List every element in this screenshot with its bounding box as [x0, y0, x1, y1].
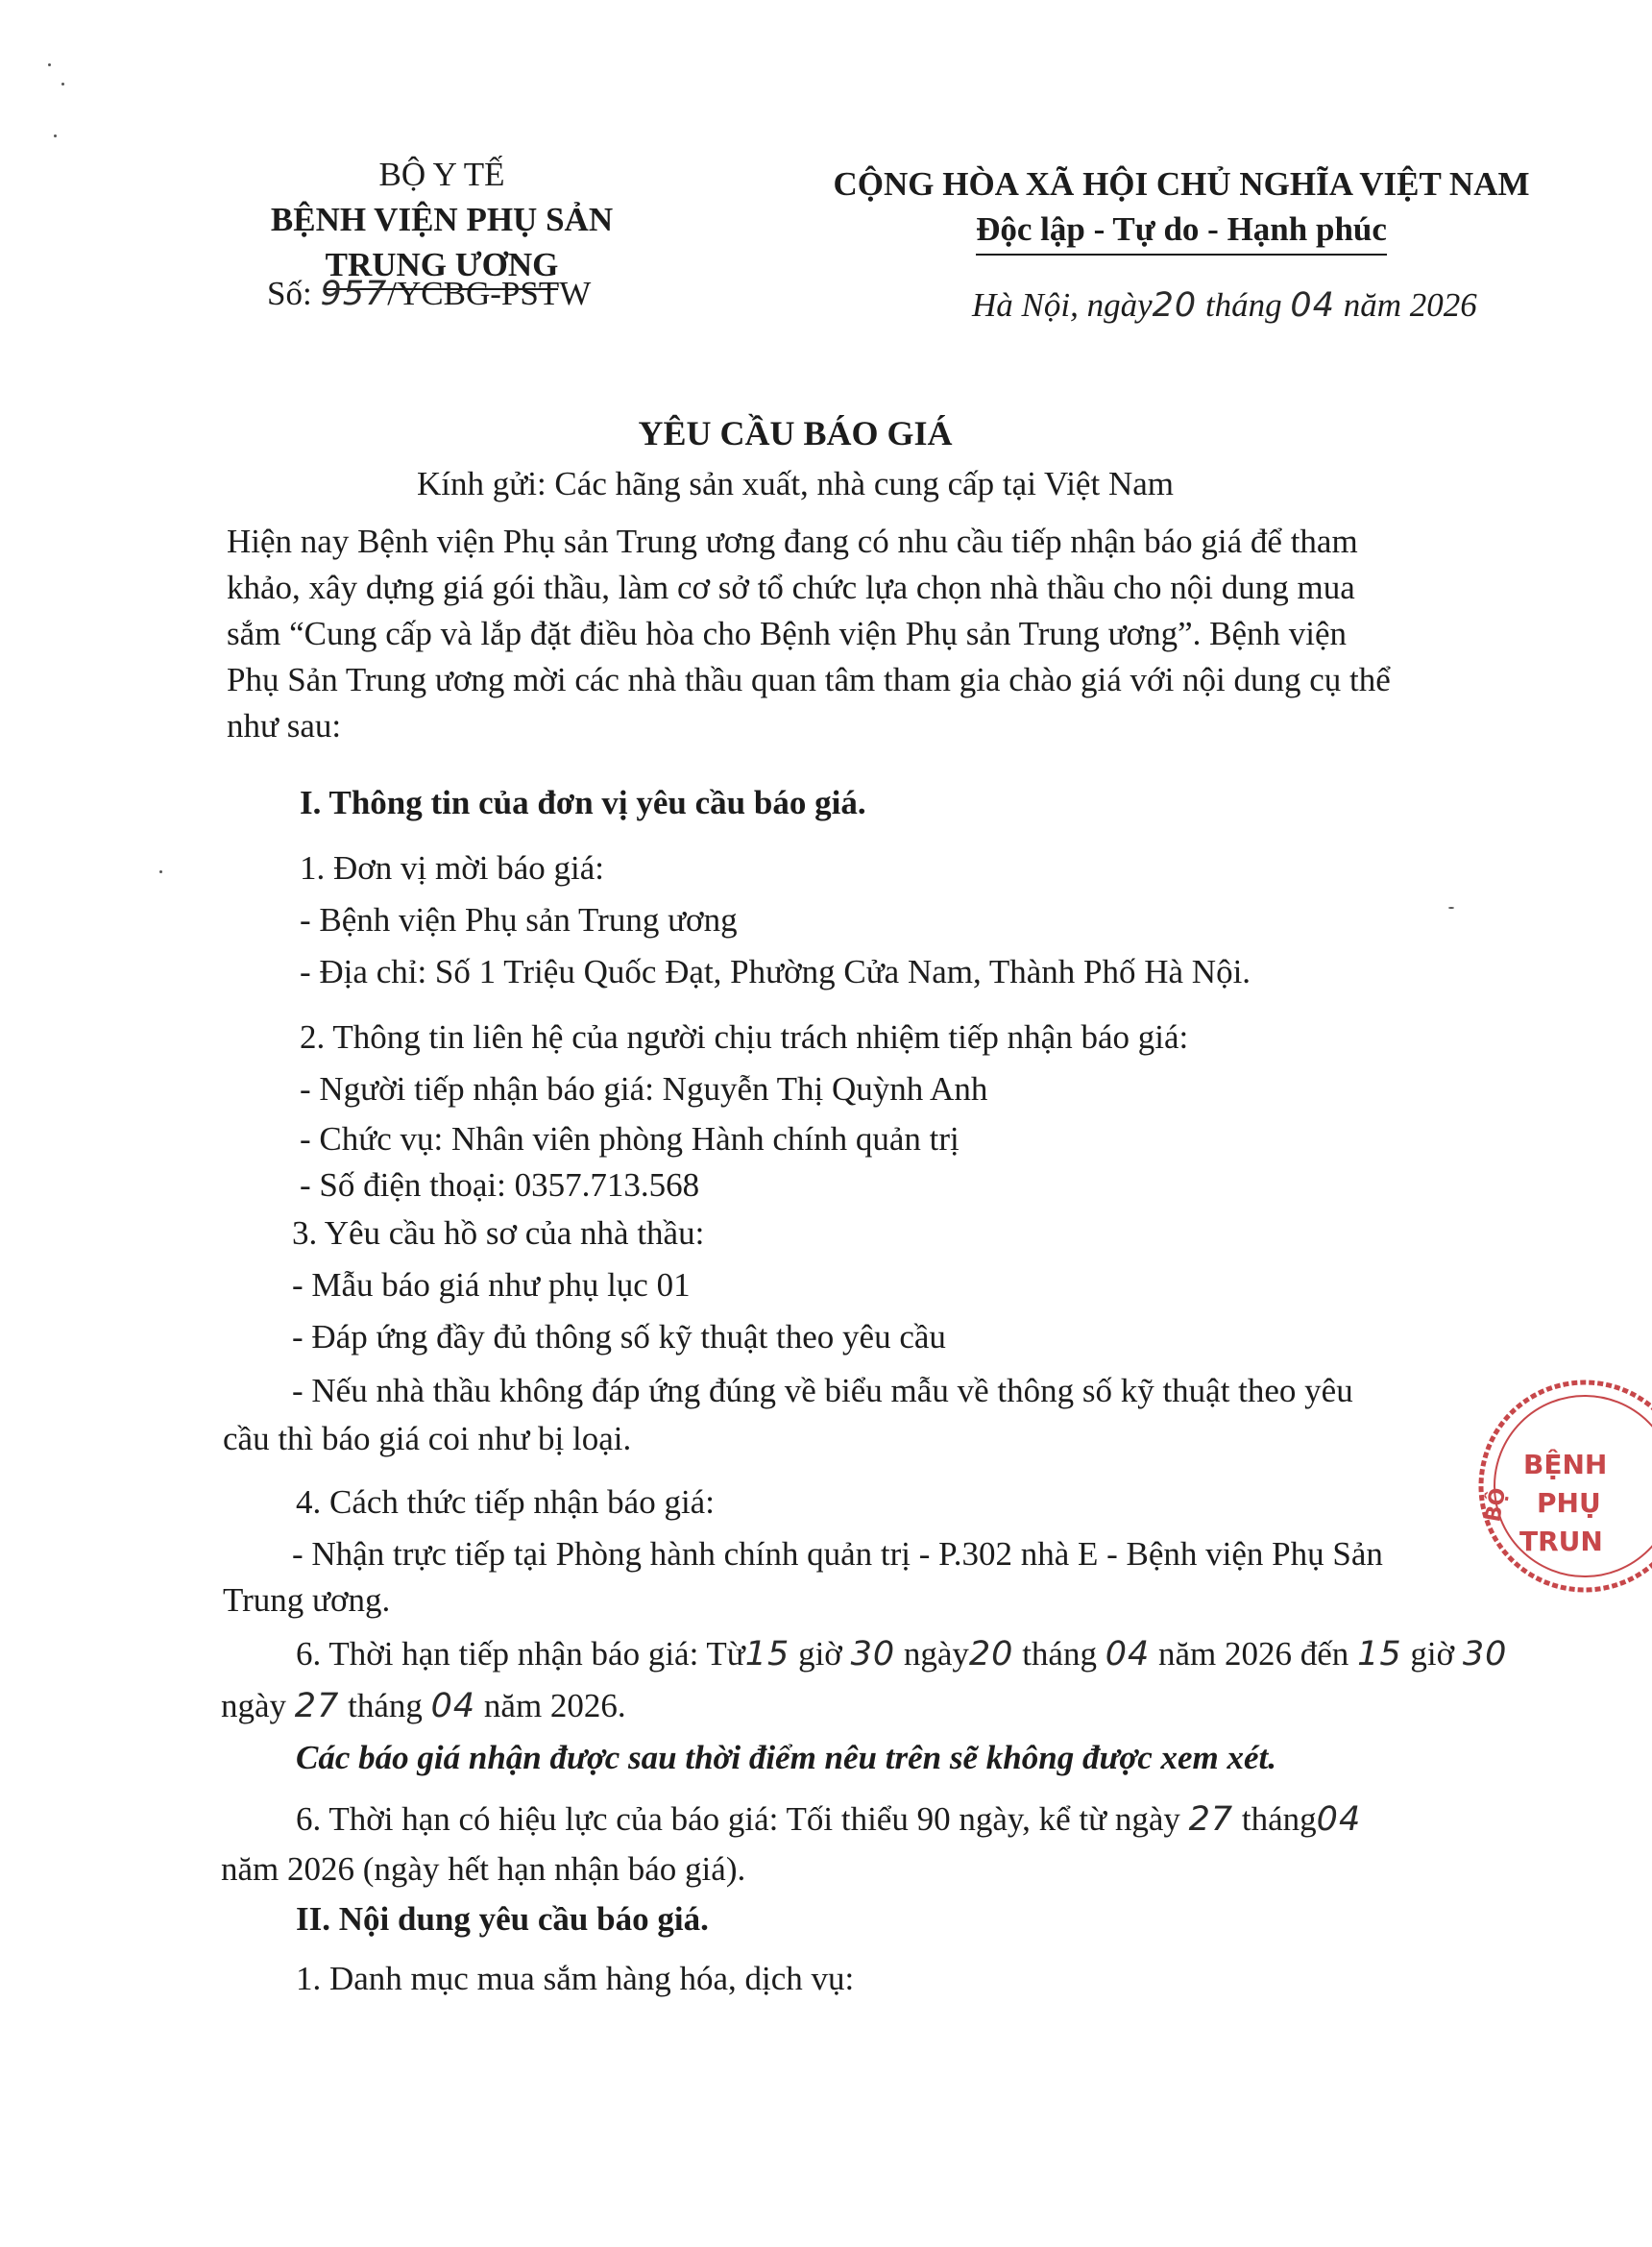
item-3-title: 3. Yêu cầu hồ sơ của nhà thầu:: [292, 1214, 705, 1252]
national-header: [826, 161, 1537, 256]
item-3-line: cầu thì báo giá coi như bị loại.: [223, 1420, 632, 1457]
validity-line1: [296, 1800, 1361, 1839]
issuer-block: [221, 152, 663, 290]
seal-text: PHỤ: [1537, 1487, 1601, 1519]
item-4-line: Trung ương.: [223, 1581, 391, 1619]
intro-line: như sau:: [227, 707, 342, 745]
scan-speck: [54, 134, 57, 137]
validity-line2: năm 2026 (ngày hết hạn nhận báo giá).: [221, 1850, 746, 1888]
document-number-suffix: /YCBG-PSTW: [387, 275, 592, 312]
late-quote-note: Các báo giá nhận được sau thời điểm nêu trên sẽ không được xem xét.: [296, 1739, 1276, 1776]
document-title: YÊU CẦU BÁO GIÁ: [638, 414, 953, 452]
handwritten-day: 27: [294, 1687, 340, 1725]
item-4-title: 4. Cách thức tiếp nhận báo giá:: [296, 1483, 715, 1521]
text-part: tháng: [339, 1687, 431, 1724]
document-date: [972, 286, 1477, 325]
text-part: giờ: [1401, 1635, 1463, 1673]
seal-text: TRUN: [1519, 1526, 1603, 1557]
date-month-handwritten: 04: [1290, 286, 1335, 325]
handwritten-month: 04: [1316, 1800, 1362, 1839]
receipt-deadline-line2: [221, 1687, 626, 1725]
item-3-line: - Nếu nhà thầu không đáp ứng đúng về biểu mẫu về thông số kỹ thuật theo yêu: [292, 1372, 1353, 1409]
hospital-name-line2: TRUNG ƯƠNG: [326, 242, 559, 290]
item-2-line: - Người tiếp nhận báo giá: Nguyễn Thị Quỳnh Anh: [300, 1070, 988, 1108]
intro-line: sắm “Cung cấp và lắp đặt điều hòa cho Bệnh viện Phụ sản Trung ương”. Bệnh viện: [227, 615, 1348, 652]
handwritten-minute: 30: [1462, 1635, 1508, 1673]
date-year: năm 2026: [1334, 286, 1477, 324]
text-part: giờ: [790, 1635, 851, 1673]
seal-text: BỘ: [1481, 1485, 1512, 1525]
section-2-heading: II. Nội dung yêu cầu báo giá.: [296, 1900, 709, 1938]
item-1-line: - Bệnh viện Phụ sản Trung ương: [300, 901, 738, 939]
text-part: ngày: [895, 1635, 969, 1673]
handwritten-hour: 15: [744, 1635, 790, 1673]
text-part: tháng: [1013, 1635, 1105, 1673]
document-number-handwritten: 957: [320, 275, 388, 313]
item-2-line: - Số điện thoại: 0357.713.568: [300, 1166, 700, 1204]
text-part: ngày: [221, 1687, 295, 1724]
date-day-handwritten: 20: [1152, 286, 1198, 325]
handwritten-hour: 15: [1357, 1635, 1402, 1673]
section-2-item-1: 1. Danh mục mua sắm hàng hóa, dịch vụ:: [296, 1960, 855, 1997]
text-part: năm 2026 đến: [1150, 1635, 1358, 1673]
date-month-label: tháng: [1197, 286, 1291, 324]
text-part: 6. Thời hạn tiếp nhận báo giá: Từ: [296, 1635, 745, 1673]
item-1-title: 1. Đơn vị mời báo giá:: [300, 849, 604, 887]
text-part: tháng: [1233, 1800, 1317, 1838]
receipt-deadline-line1: [296, 1635, 1507, 1673]
hospital-seal: [1460, 1376, 1652, 1597]
ministry-name: BỘ Y TẾ: [378, 156, 505, 193]
item-2-line: - Chức vụ: Nhân viên phòng Hành chính quản trị: [300, 1120, 960, 1158]
handwritten-month: 04: [430, 1687, 476, 1725]
scan-speck: [48, 63, 51, 66]
recipient-line: Kính gửi: Các hãng sản xuất, nhà cung cấp tại Việt Nam: [417, 465, 1174, 502]
item-1-line: - Địa chỉ: Số 1 Triệu Quốc Đạt, Phường Cửa Nam, Thành Phố Hà Nội.: [300, 953, 1251, 990]
scan-speck: [1448, 907, 1454, 909]
intro-line: khảo, xây dựng giá gói thầu, làm cơ sở tổ chức lựa chọn nhà thầu cho nội dung mua: [227, 569, 1355, 606]
date-prefix: Hà Nội, ngày: [972, 286, 1153, 324]
handwritten-day: 27: [1188, 1800, 1234, 1839]
intro-line: Phụ Sản Trung ương mời các nhà thầu quan tâm tham gia chào giá với nội dung cụ thể: [227, 661, 1391, 698]
section-1-heading: I. Thông tin của đơn vị yêu cầu báo giá.: [300, 784, 866, 821]
country-name: CỘNG HÒA XÃ HỘI CHỦ NGHĨA VIỆT NAM: [833, 165, 1530, 203]
intro-line: Hiện nay Bệnh viện Phụ sản Trung ương đang có nhu cầu tiếp nhận báo giá để tham: [227, 523, 1358, 560]
item-4-line: - Nhận trực tiếp tại Phòng hành chính quản trị - P.302 nhà E - Bệnh viện Phụ Sản: [292, 1535, 1383, 1573]
item-3-line: - Đáp ứng đầy đủ thông số kỹ thuật theo yêu cầu: [292, 1318, 946, 1356]
text-part: năm 2026.: [475, 1687, 626, 1724]
handwritten-month: 04: [1105, 1635, 1151, 1673]
national-motto: Độc lập - Tự do - Hạnh phúc: [976, 207, 1387, 256]
document-number: [267, 275, 591, 313]
seal-text: BỆNH: [1523, 1449, 1608, 1480]
item-2-title: 2. Thông tin liên hệ của người chịu trách nhiệm tiếp nhận báo giá:: [300, 1018, 1189, 1056]
item-3-line: - Mẫu báo giá như phụ lục 01: [292, 1266, 691, 1304]
handwritten-minute: 30: [850, 1635, 896, 1673]
document-number-prefix: Số:: [267, 275, 321, 312]
scan-speck: [61, 83, 64, 85]
handwritten-day: 20: [968, 1635, 1014, 1673]
hospital-name-line1: BỆNH VIỆN PHỤ SẢN: [270, 201, 614, 238]
text-part: 6. Thời hạn có hiệu lực của báo giá: Tối thiểu 90 ngày, kể từ ngày: [296, 1800, 1189, 1838]
scan-speck: [159, 870, 162, 873]
